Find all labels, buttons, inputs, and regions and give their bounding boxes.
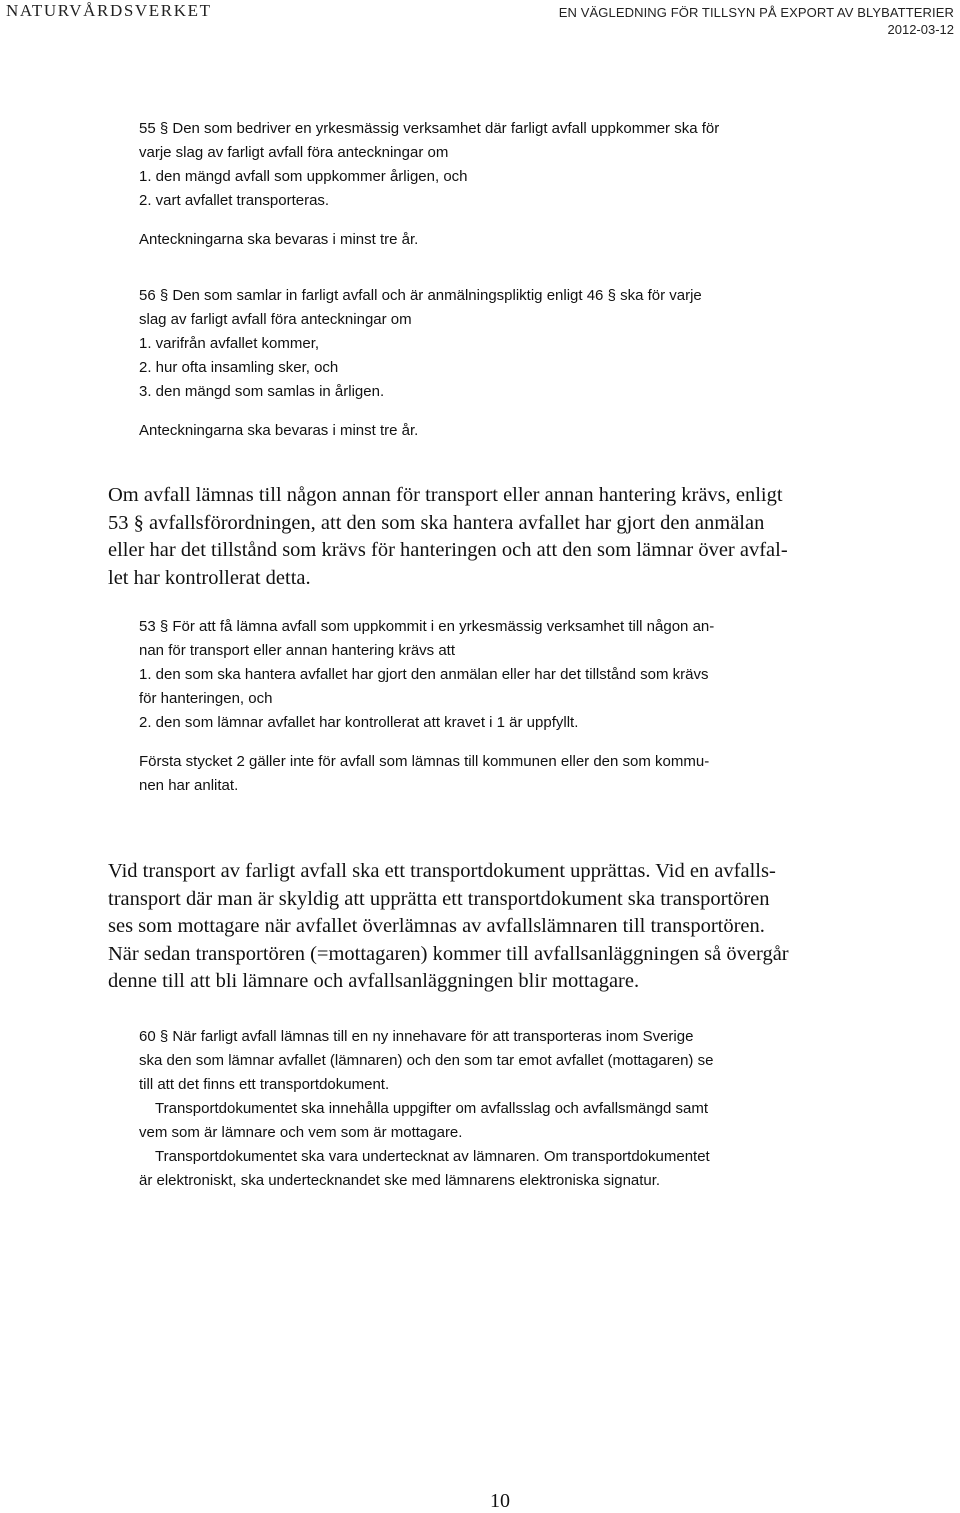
law-line: ska den som lämnar avfallet (lämnaren) och den som tar emot avfallet (mottagaren) se — [139, 1052, 714, 1069]
law-line: 60 § När farligt avfall lämnas till en ny innehavare för att transporteras inom Sverige — [139, 1028, 694, 1045]
body-line: eller har det tillstånd som krävs för hanteringen och att den som lämnar över avfal- — [108, 539, 788, 561]
law-section-55 — [139, 117, 819, 252]
law-note: nen har anlitat. — [139, 777, 239, 794]
law-line: slag av farligt avfall föra anteckningar om — [139, 311, 412, 328]
law-line: Transportdokumentet ska vara undertecknat av lämnaren. Om transportdokumentet — [155, 1148, 710, 1165]
body-line: let har kontrollerat detta. — [108, 566, 311, 589]
law-section-56 — [139, 284, 819, 443]
body-line: transport där man är skyldig att upprätta ett transportdokument ska transportören — [108, 887, 770, 910]
law-section-53 — [139, 615, 819, 798]
page-number: 10 — [490, 1490, 510, 1512]
law-line: 2. hur ofta insamling sker, och — [139, 359, 339, 376]
law-line: till att det finns ett transportdokument. — [139, 1076, 390, 1093]
law-line: är elektroniskt, ska undertecknandet ske med lämnarens elektroniska signatur. — [139, 1172, 661, 1189]
body-line: Om avfall lämnas till någon annan för transport eller annan hantering krävs, enligt — [108, 484, 783, 506]
document-date: 2012-03-12 — [887, 22, 954, 37]
body-line: ses som mottagare när avfallet överlämnas av avfallslämnaren till transportören. — [108, 915, 765, 937]
law-line: 1. den mängd avfall som uppkommer årligen, och — [139, 168, 468, 185]
body-line: 53 § avfallsförordningen, att den som ska hantera avfallet har gjort den anmälan — [108, 511, 765, 534]
law-line: vem som är lämnare och vem som är mottagare. — [139, 1124, 463, 1141]
law-section-60 — [139, 1025, 819, 1193]
law-line: 55 § Den som bedriver en yrkesmässig verksamhet där farligt avfall uppkommer ska för — [139, 120, 720, 137]
brand-name: NATURVÅRDSVERKET — [6, 1, 212, 20]
law-line: Transportdokumentet ska innehålla uppgifter om avfallsslag och avfallsmängd samt — [155, 1100, 709, 1117]
law-line: 2. vart avfallet transporteras. — [139, 192, 330, 209]
law-line: nan för transport eller annan hantering krävs att — [139, 642, 456, 659]
law-line: 3. den mängd som samlas in årligen. — [139, 383, 385, 400]
law-note: Anteckningarna ska bevaras i minst tre år. — [139, 231, 419, 248]
law-line: 1. den som ska hantera avfallet har gjort den anmälan eller har det tillstånd som krävs — [139, 666, 709, 683]
law-note: Första stycket 2 gäller inte för avfall som lämnas till kommunen eller den som kommu- — [139, 753, 710, 770]
law-line: 53 § För att få lämna avfall som uppkommit i en yrkesmässig verksamhet till någon an- — [139, 618, 715, 635]
page-header — [0, 0, 960, 40]
law-line: varje slag av farligt avfall föra anteckningar om — [139, 144, 449, 161]
body-paragraph-2 — [108, 858, 843, 996]
body-line: denne till att bli lämnare och avfallsanläggningen blir mottagare. — [108, 970, 640, 992]
law-line: 1. varifrån avfallet kommer, — [139, 335, 320, 352]
law-line: för hanteringen, och — [139, 690, 273, 707]
body-line: När sedan transportören (=mottagaren) kommer till avfallsanläggningen så övergår — [108, 942, 789, 965]
law-note: Anteckningarna ska bevaras i minst tre år. — [139, 422, 419, 439]
law-line: 56 § Den som samlar in farligt avfall och är anmälningspliktig enligt 46 § ska för varje — [139, 287, 702, 304]
document-title: EN VÄGLEDNING FÖR TILLSYN PÅ EXPORT AV BLYBATTERIER — [558, 5, 954, 20]
body-paragraph-1 — [108, 482, 843, 592]
body-line: Vid transport av farligt avfall ska ett transportdokument upprättas. Vid en avfalls- — [108, 860, 776, 882]
law-line: 2. den som lämnar avfallet har kontrollerat att kravet i 1 är uppfyllt. — [139, 714, 579, 731]
